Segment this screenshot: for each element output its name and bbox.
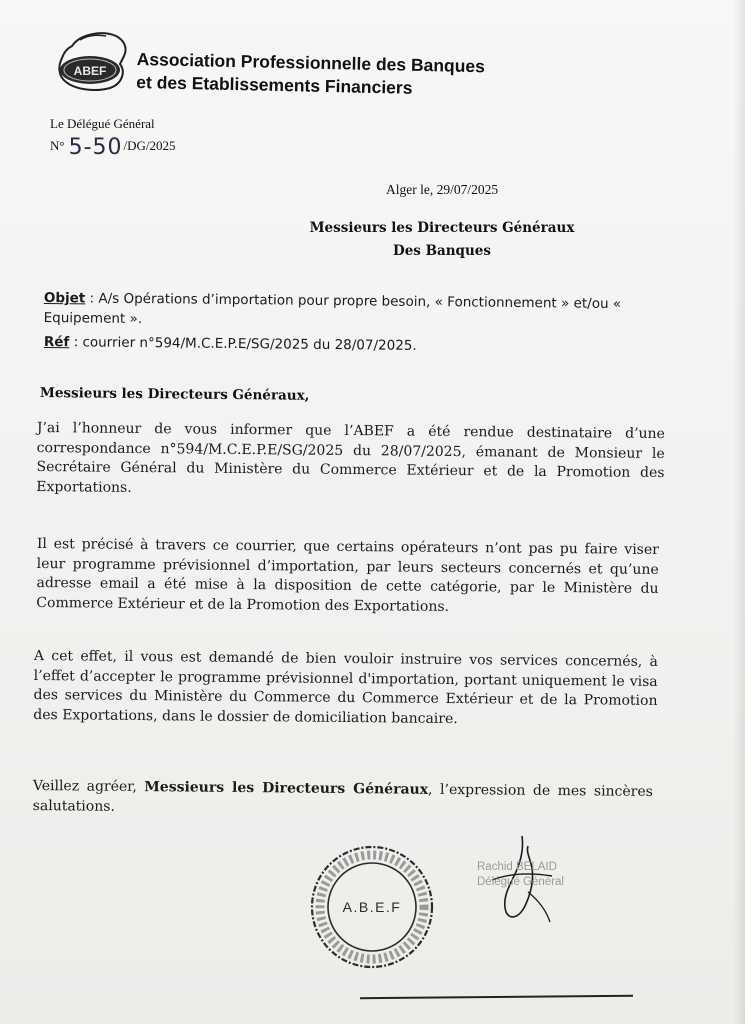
- body-paragraph-3: A cet effet, il vous est demandé de bien vouloir instruire vos services concernés, à l’effet d’accepter le programme prévisionnel d'importation, portant uniquement le visa des services du Ministère du Commerce du Commerce Extérieur et de la Promotion des Exportations, dans le dossier de domiciliation bancaire.: [33, 647, 658, 727]
- org-name-line1: Association Professionnelle des Banques: [136, 48, 486, 77]
- closing-start: Veillez agréer,: [32, 777, 145, 796]
- reference-label: Réf: [43, 334, 70, 351]
- signatory-block: [477, 860, 564, 890]
- subject-line: [44, 288, 674, 335]
- body-paragraph-2: Il est précisé à travers ce courrier, que certains opérateurs n’ont pas pu faire viser leur programme prévisionnel d’importation, par leurs secteurs concernés et qu’une adresse email a été mise à la disposition de cette catégorie, par le Ministère du Commerce Extérieur et de la Promotion des Exportations.: [36, 535, 659, 615]
- signatory-name: Rachid BELAID: [477, 861, 557, 873]
- sender-title: Le Délégué Général: [50, 116, 155, 131]
- addressee-block: [292, 217, 592, 263]
- body-paragraph-1: J’ai l’honneur de vous informer que l’ABEF a été rendue destinataire d’une correspondance n°594/M.C.E.P.E/SG/2025 du 28/07/2025, émanant de Monsieur le Secrétaire Général du Ministère du Commerce Extérieur et de la Promotion des Exportations.: [36, 419, 665, 496]
- scan-edge-shadow: [733, 0, 745, 1024]
- org-name-line2: et des Etablissements Financiers: [136, 71, 413, 98]
- stamp-text: A.B.E.F: [342, 899, 402, 915]
- official-stamp-icon: [307, 842, 437, 972]
- organization-name: [136, 48, 485, 101]
- addressee-line1: Messieurs les Directeurs Généraux: [309, 220, 575, 236]
- closing-bold: Messieurs les Directeurs Généraux: [144, 779, 429, 798]
- bottom-rule: [360, 995, 633, 999]
- letter-reference-number: [50, 131, 176, 160]
- reference-text: : courrier n°594/M.C.E.P.E/SG/2025 du 28/07/2025.: [69, 334, 417, 354]
- logo-text: ABEF: [73, 64, 107, 78]
- date-line: Alger le, 29/07/2025: [386, 182, 499, 197]
- signatory-title: Délégué Général: [477, 876, 564, 888]
- closing-paragraph: [33, 777, 653, 822]
- handwritten-number: 5-50: [68, 135, 123, 160]
- reference-line: [44, 334, 417, 354]
- addressee-line2: Des Banques: [392, 243, 491, 259]
- subject-label: Objet: [43, 289, 86, 307]
- subject-text: : A/s Opérations d’importation pour propre besoin, « Fonctionnement » et/ou « Equipement ».: [43, 290, 622, 328]
- abef-logo-icon: [50, 26, 142, 106]
- salutation: Messieurs les Directeurs Généraux,: [39, 385, 310, 404]
- ref-suffix: /DG/2025: [123, 138, 176, 153]
- ref-prefix: N°: [50, 138, 65, 153]
- closing-end: , l’expression de mes sincères salutations.: [32, 781, 653, 815]
